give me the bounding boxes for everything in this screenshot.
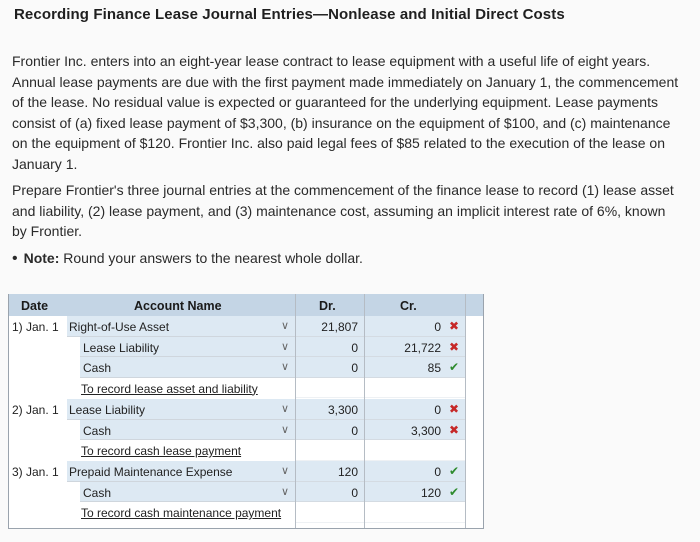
chevron-down-icon: ∨ [280,340,289,353]
memo-row [9,440,483,461]
debit-value: 120 [337,465,358,479]
blank-cell [365,378,465,399]
debit-value: 0 [351,423,358,438]
table-row [9,461,483,482]
account-value: Right-of-Use Asset [69,320,170,334]
check-mark-icon: ✔ [448,464,459,478]
account-value: Prepaid Maintenance Expense [69,465,233,479]
memo-row [9,502,483,523]
chevron-down-icon: ∨ [280,320,289,332]
problem-description: Frontier Inc. enters into an eight-year lease contract to lease equipment with a useful life of eight years. Annual lease payments are due with the first payment made immediately on January 1, the commencement of the lease. No residual value is expected or guaranteed for the underlying equipment. Lease payments consist of (a) fixed lease payment of $3,300, (b) insurance on the equipment of $100, and (c) maintenance on the equipment of $120. Frontier Inc. also paid legal fees of $85 related to the execution of the lease on January 1. [12,53,679,172]
entry-memo: To record lease asset and liability [81,381,258,396]
account-value: Cash [83,485,112,500]
entry-memo: To record cash maintenance payment [81,506,282,520]
chevron-down-icon: ∨ [280,403,289,415]
table-row [9,399,483,420]
account-value: Lease Liability [83,340,160,355]
account-select[interactable] [67,399,295,420]
blank-cell [296,440,364,461]
check-mark-icon: ✔ [448,360,459,374]
debit-value: 0 [351,485,358,500]
debit-input[interactable] [296,482,364,503]
account-select[interactable] [80,337,295,358]
debit-input[interactable] [296,337,364,358]
x-mark-icon: ✖ [448,339,459,354]
journal-entry-table [8,294,484,529]
header-date: Date [21,299,49,313]
table-row [9,316,483,337]
account-select[interactable] [80,482,295,503]
blank-cell [296,502,364,523]
memo-row [9,378,483,399]
table-row [9,337,483,358]
account-select[interactable] [67,316,295,337]
note-label: Note: [23,250,60,266]
credit-input[interactable] [365,420,465,441]
entry-date: 2) Jan. 1 [12,403,59,417]
credit-value: 21,722 [404,340,441,355]
problem-instructions: Prepare Frontier's three journal entries at the commencement of the finance lease to record (1) lease asset and liability, (2) lease payment, and (3) maintenance cost, assuming an implicit interest rate of 6%, known by Frontier. [12,182,674,239]
chevron-down-icon: ∨ [280,465,289,477]
account-value: Cash [83,361,112,375]
credit-value: 3,300 [410,423,441,438]
table-row [9,420,483,441]
account-select[interactable] [67,461,295,482]
debit-input[interactable] [296,399,364,420]
entry-date: 3) Jan. 1 [12,465,59,479]
entry-memo: To record cash lease payment [81,444,242,458]
chevron-down-icon: ∨ [280,361,289,373]
rounding-note [12,250,363,268]
debit-value: 21,807 [321,320,358,334]
account-value: Cash [83,423,112,438]
x-mark-icon: ✖ [448,402,459,416]
x-mark-icon: ✖ [448,422,459,437]
credit-value: 120 [420,485,441,500]
debit-input[interactable] [296,316,364,337]
table-header [9,294,483,316]
bullet-icon: • [12,250,18,267]
debit-value: 0 [351,361,358,375]
chevron-down-icon: ∨ [280,423,289,436]
x-mark-icon: ✖ [448,319,459,333]
credit-input[interactable] [365,461,465,482]
check-mark-icon: ✔ [448,484,459,499]
table-row [9,482,483,503]
credit-input[interactable] [365,482,465,503]
entry-date: 1) Jan. 1 [12,320,59,334]
credit-value: 0 [434,320,441,334]
header-credit: Cr. [400,299,417,313]
account-value: Lease Liability [69,403,146,417]
account-select[interactable] [80,420,295,441]
header-debit: Dr. [319,299,336,313]
note-text: Round your answers to the nearest whole dollar. [63,250,363,266]
credit-value: 85 [427,361,441,375]
table-row [9,357,483,378]
credit-value: 0 [434,403,441,417]
debit-input[interactable] [296,461,364,482]
header-account-name: Account Name [134,299,222,313]
credit-input[interactable] [365,337,465,358]
credit-input[interactable] [365,357,465,378]
debit-input[interactable] [296,420,364,441]
account-select[interactable] [80,357,295,378]
chevron-down-icon: ∨ [280,485,289,498]
credit-input[interactable] [365,316,465,337]
debit-value: 3,300 [327,403,358,417]
debit-input[interactable] [296,357,364,378]
blank-cell [296,378,364,399]
page-title: Recording Finance Lease Journal Entries—Nonlease and Initial Direct Costs [14,6,565,23]
blank-cell [365,440,465,461]
debit-value: 0 [351,340,358,355]
credit-input[interactable] [365,399,465,420]
credit-value: 0 [434,465,441,479]
blank-cell [365,502,465,523]
